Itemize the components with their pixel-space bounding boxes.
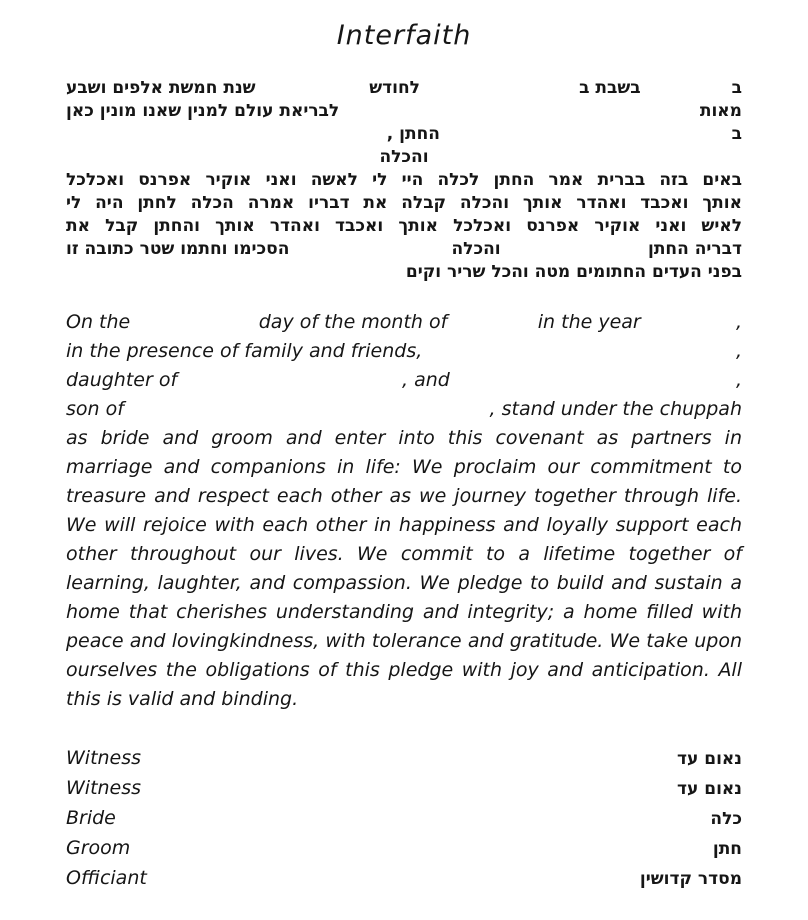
hebrew-meot-line bbox=[66, 100, 742, 123]
english-daughter-of: daughter of bbox=[66, 369, 178, 391]
english-presence-text: in the presence of family and friends, bbox=[66, 340, 423, 362]
hebrew-covenant-line: אותך ואכבד ואהדר אותך והכלה קבלה את דבריו אמרה הכלה לחתן היה לי bbox=[66, 193, 742, 213]
hebrew-date-line bbox=[66, 77, 742, 100]
english-and: , and bbox=[401, 369, 450, 391]
hebrew-place-prefix: ב bbox=[731, 124, 742, 144]
hebrew-meot: מאות bbox=[699, 101, 742, 121]
english-comma-2: , bbox=[735, 340, 742, 362]
signature-label-hebrew: נאום עד bbox=[677, 779, 742, 799]
english-comma-3: , bbox=[735, 369, 742, 391]
english-presence-line bbox=[66, 337, 742, 366]
english-body-line: home that cherishes understanding and integrity; a home filled with bbox=[66, 601, 742, 623]
page-title: Interfaith bbox=[336, 20, 472, 51]
hebrew-covenant-line: באים בזה בברית אמר החתן לכלה היי לי לאשה ואני אוקיר אפרנס ואכלכל bbox=[66, 170, 742, 190]
english-body-line: marriage and companions in life: We proclaim our commitment to bbox=[66, 456, 742, 478]
hebrew-shnat: שנת חמשת אלפים ושבע bbox=[65, 78, 256, 98]
hebrew-vehakala: והכלה bbox=[379, 147, 429, 167]
english-body-line: as bride and groom and enter into this covenant as partners in bbox=[66, 427, 742, 449]
hebrew-bride-line bbox=[66, 146, 742, 169]
hebrew-covenant-line: לאיש ואני אוקיר אפרנס ואכלכל אותך ואכבד ואהדר אותך והחתן קבל את bbox=[66, 216, 742, 236]
english-comma-1: , bbox=[735, 311, 742, 333]
signature-section bbox=[66, 744, 742, 894]
english-in-the-year: in the year bbox=[537, 311, 641, 333]
english-body-line: other throughout our lives. We commit to a lifetime together of bbox=[66, 543, 742, 565]
english-body-line: treasure and respect each other as we journey together through life. bbox=[66, 485, 742, 507]
english-date-line bbox=[66, 308, 742, 337]
signature-label-hebrew: נאום עד bbox=[677, 749, 742, 769]
hebrew-section bbox=[66, 77, 742, 284]
hebrew-lachodesh: לחודש bbox=[369, 78, 420, 98]
hebrew-day-prefix: ב bbox=[731, 78, 742, 98]
hebrew-hechatan: החתן , bbox=[386, 124, 440, 144]
signature-row-bride bbox=[66, 804, 742, 834]
hebrew-agreement-line bbox=[66, 238, 742, 261]
signature-label: Officiant bbox=[66, 867, 147, 889]
signature-label: Witness bbox=[66, 747, 142, 769]
english-body-line: We will rejoice with each other in happiness and loyally support each bbox=[66, 514, 742, 536]
signature-label: Witness bbox=[66, 777, 142, 799]
signature-label-hebrew: חתן bbox=[712, 839, 742, 859]
signature-label: Groom bbox=[66, 837, 131, 859]
hebrew-hiskimu: הסכימו וחתמו שטר כתובה זו bbox=[66, 239, 290, 259]
english-body-line: learning, laughter, and compassion. We pledge to build and sustain a bbox=[66, 572, 742, 594]
english-body-line: ourselves the obligations of this pledge with joy and anticipation. All bbox=[66, 659, 742, 681]
hebrew-beshabbat: בשבת ב bbox=[579, 78, 641, 98]
signature-label-hebrew: מסדר קדושין bbox=[639, 869, 742, 889]
english-body-line: peace and lovingkindness, with tolerance and gratitude. We take upon bbox=[66, 630, 742, 652]
english-section bbox=[66, 308, 742, 714]
hebrew-divreha: דבריה החתן bbox=[647, 239, 742, 259]
signature-label: Bride bbox=[66, 807, 116, 829]
english-daughter-line bbox=[66, 366, 742, 395]
signature-row-witness-1 bbox=[66, 744, 742, 774]
hebrew-place-groom-line bbox=[66, 123, 742, 146]
english-son-line bbox=[66, 395, 742, 424]
english-last-line: this is valid and binding. bbox=[66, 688, 299, 710]
english-day-of-month: day of the month of bbox=[258, 311, 448, 333]
hebrew-livriat: לבריאת עולם למנין שאנו מונין כאן bbox=[66, 101, 340, 121]
signature-label-hebrew: כלה bbox=[710, 809, 742, 829]
hebrew-witnesses-line: בפני העדים החתומים מטה והכל שריר וקים bbox=[405, 262, 742, 282]
signature-row-witness-2 bbox=[66, 774, 742, 804]
hebrew-vehakala-2: והכלה bbox=[451, 239, 501, 259]
signature-row-officiant bbox=[66, 864, 742, 894]
signature-row-groom bbox=[66, 834, 742, 864]
english-son-of: son of bbox=[66, 398, 124, 420]
english-on-the: On the bbox=[66, 311, 131, 333]
english-chuppah: , stand under the chuppah bbox=[489, 398, 742, 420]
